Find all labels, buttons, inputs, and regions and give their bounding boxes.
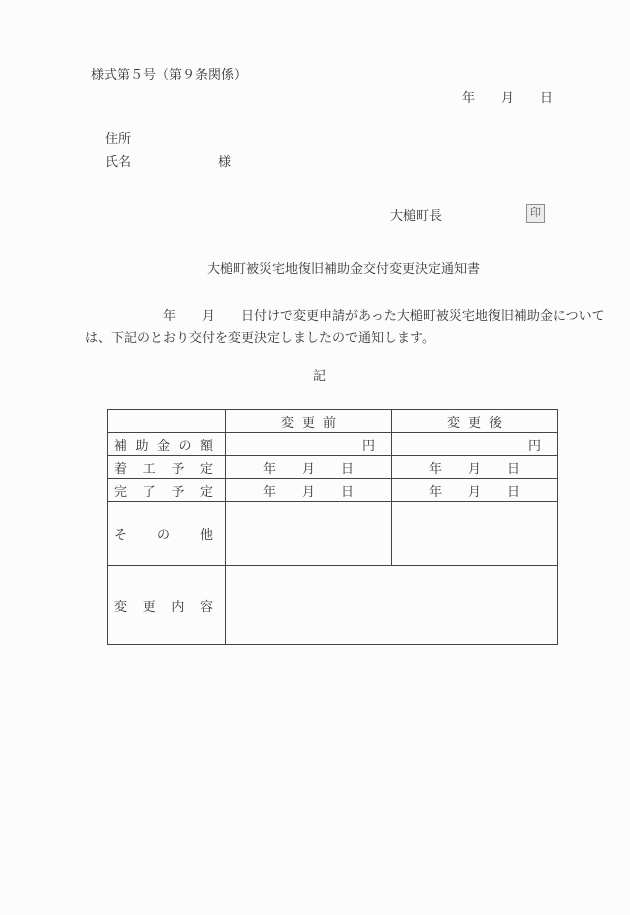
other-before-cell — [226, 502, 392, 566]
completion-date-before-cell: 年 月 日 — [226, 479, 392, 502]
header-after: 変更後 — [392, 410, 558, 433]
issue-date-line: 年 月 日 — [462, 90, 554, 105]
start-date-before-cell: 年 月 日 — [226, 456, 392, 479]
table-row-subsidy-amount — [108, 433, 558, 456]
body-paragraph-line-2: は、下記のとおり交付を変更決定しましたので通知します。 — [85, 330, 435, 345]
start-date-after-cell: 年 月 日 — [392, 456, 558, 479]
mayor-title: 大槌町長 — [390, 208, 443, 223]
header-before: 変更前 — [226, 410, 392, 433]
table-row-completion-date — [108, 479, 558, 502]
row-label-completion-date: 完 了 予 定 — [108, 479, 226, 502]
record-heading: 記 — [313, 368, 327, 383]
subsidy-amount-after-cell: 円 — [392, 433, 558, 456]
table-row-start-date — [108, 456, 558, 479]
table-header-row — [108, 410, 558, 433]
change-decision-table — [107, 409, 558, 645]
address-label: 住所 — [105, 131, 132, 146]
row-label-start-date: 着 工 予 定 — [108, 456, 226, 479]
completion-date-after-cell: 年 月 日 — [392, 479, 558, 502]
row-label-subsidy-amount: 補 助 金 の 額 — [108, 433, 226, 456]
change-details-cell — [226, 566, 558, 645]
body-paragraph-line-1: 年 月 日付けで変更申請があった大槌町被災宅地復旧補助金について — [163, 308, 605, 323]
seal-mark: 印 — [526, 204, 545, 223]
form-number: 様式第５号（第９条関係） — [91, 67, 248, 82]
other-after-cell — [392, 502, 558, 566]
row-label-change-details: 変 更 内 容 — [108, 566, 226, 645]
table-corner-cell — [108, 410, 226, 433]
document-title: 大槌町被災宅地復旧補助金交付変更決定通知書 — [207, 261, 481, 276]
table-row-change-details — [108, 566, 558, 645]
subsidy-amount-before-cell: 円 — [226, 433, 392, 456]
name-label: 氏名 — [105, 154, 132, 169]
honorific-label: 様 — [218, 154, 232, 169]
table-row-other — [108, 502, 558, 566]
row-label-other: そ の 他 — [108, 502, 226, 566]
